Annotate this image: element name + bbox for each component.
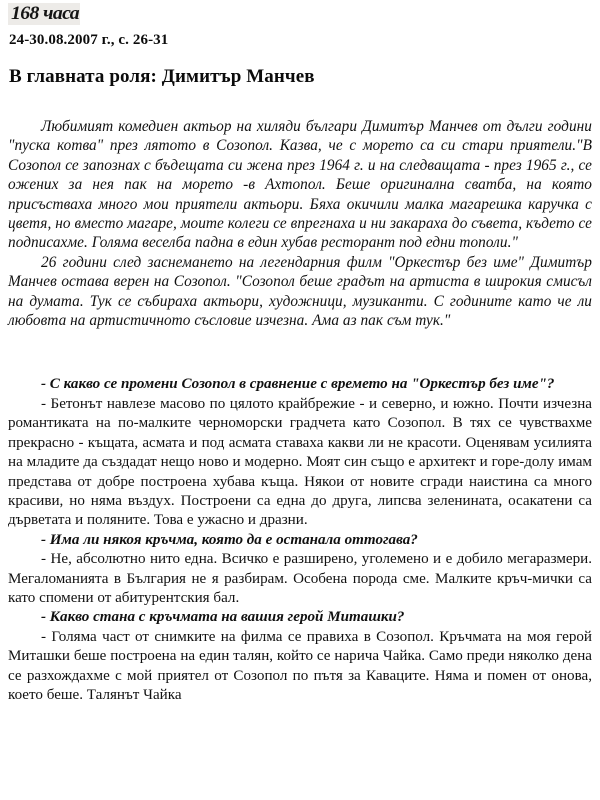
interview-question-1: - С какво се промени Созопол в сравнение с времето на "Оркестър без име"? <box>41 376 555 393</box>
article-headline: В главната роля: Димитър Манчев <box>9 66 315 87</box>
interview-answer-1: - Бетонът навлезе масово по цялото крайбрежие - и северно, и южно. Почти изчезна романтиката на по-малките черноморски градчета като Созопол. В тях се чувствахме прекрасно - къщата, асмата и под асмата ставаха какви ли не красоти. Оценявам усилията на младите да създадат нещо ново и модерно. Моят син също е архитект и горе-долу имам представа от добре построена хубава къща. Някои от новите сгради наистина са много красиви, но няма въздух. Построени са една до друга, липсва зеленината, осакатени са дърветата и поляните. Това е ужасно и дразни. <box>8 395 592 529</box>
intro-paragraph-2: 26 години след заснемането на легендарния филм "Оркестър без име" Димитър Манчев остава верен на Созопол. "Созопол беше градът на артиста в широкия смисъл на думата. Тук се събираха актьори, художници, музиканти. С годините като че ли любовта на артистичното съсловие изчезна. Ама аз пак съм тук." <box>8 253 592 330</box>
qa-block-3 <box>8 608 592 705</box>
issue-date-line: 24-30.08.2007 г., с. 26-31 <box>9 32 169 48</box>
masthead <box>8 0 592 29</box>
intro-paragraph-1: Любимият комедиен актьор на хиляди българи Димитър Манчев от дълги години "пуска котва" през лятото в Созопол. Казва, че с морето са си стари приятели."В Созопол се запознах с бъдещата си жена през 1964 г. и на следващата - през 1965 г., се ожених за нея пак на морето -в Ахтопол. Беше оригинална сватба, на която присъстваха много мои приятели актьори. Бяха окичили малка магарешка каручка с цветя, но вместо магаре, моите колеги се впрегнаха и ни закараха до съвета, където се подписахме. Голяма веселба падна в един хубав ресторант под едни тополи." <box>8 118 592 252</box>
qa-block-2 <box>8 531 592 609</box>
section-spacer <box>8 330 592 375</box>
qa-block-1 <box>8 375 592 530</box>
publication-logo-text: 168 часа <box>11 3 79 24</box>
article-body <box>8 117 592 705</box>
publication-logo <box>8 3 80 25</box>
interview-answer-3: - Голяма част от снимките на филма се правиха в Созопол. Кръчмата на моя герой Миташки беше построена на един талян, който се нарича Чайка. Само преди няколко дена се разхождахме с мой приятел от Созопол по пътя за Каваците. Няма и помен от онова, което беше. Талянът Чайка <box>8 628 592 703</box>
interview-question-3: - Какво стана с кръчмата на вашия герой Миташки? <box>41 609 405 626</box>
interview-question-2: - Има ли някоя кръчма, която да е останала оттогава? <box>41 531 418 548</box>
interview-answer-2: - Не, абсолютно нито една. Всичко е разширено, уголемено и е добило мегаразмери. Мегаломанията в България не я разбирам. Особена порода сме. Малките кръч-мички са като спомени от абитурентския бал. <box>8 551 592 606</box>
